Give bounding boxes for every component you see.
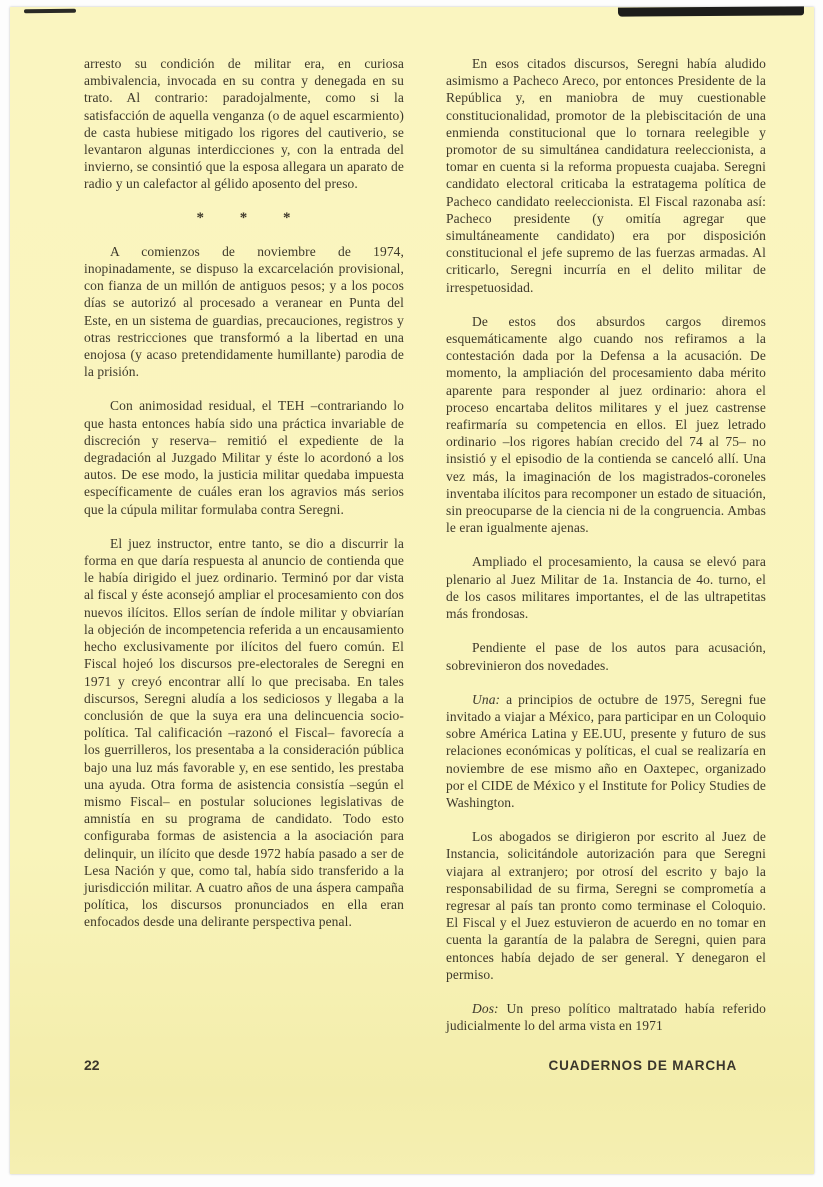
paragraph-lead-una: Una: <box>472 691 501 707</box>
journal-footer: CUADERNOS DE MARCHA <box>548 1058 737 1073</box>
paragraph: A comienzos de noviembre de 1974, inopinadamente, se dispuso la excarcelación provisional, con fianza de un millón de antiguos pesos; y a los pocos días se autorizó al procesado a veranear en Punta del Este, en un sistema de guardias, precauciones, registros y otras restricciones que transformó a la libertad en una enojosa (y acaso pretendidamente humillante) parodia de la prisión. <box>84 243 404 380</box>
scan-edge-artifact-right <box>618 6 804 16</box>
right-column <box>446 55 766 1051</box>
paragraph <box>446 691 766 811</box>
page-number: 22 <box>84 1057 100 1073</box>
paragraph: En esos citados discursos, Seregni había aludido asimismo a Pacheco Areco, por entonces Presidente de la República y, en maniobra de muy cuestionable constitucionalidad, promotor de la plebiscitación de una enmienda constitucional que lo tornara reelegible y promotor de su simultánea candidatura reeleccionista, a tomar en cuenta si la reforma propuesta cuajaba. Seregni candidato electoral criticaba la estratagema política de Pacheco candidato reeleccionista. El Fiscal razonaba así: Pacheco presidente (y omitía agregar que simultáneamente candidato) era por disposición constitucional el jefe supremo de las fuerzas armadas. Al criticarlo, Seregni incurría en el delito militar de irrespetuosidad. <box>446 56 766 295</box>
paragraph-lead-dos: Dos: <box>472 1000 499 1016</box>
paragraph-text: a principios de octubre de 1975, Seregni fue invitado a viajar a México, para participar en un Coloquio sobre América Latina y EE.UU, presente y futuro de sus relaciones económicas y políticas, el cual se realizaría en noviembre de ese mismo año en Oaxtepec, organizado por el CIDE de México y el Institute for Policy Studies de Washington. <box>446 691 766 810</box>
paragraph: De estos dos absurdos cargos diremos esquemáticamente algo cuando nos refiramos a la contestación dada por la Defensa a la acusación. De momento, la ampliación del procesamiento daba mérito aparente para responder al juez ordinario: ahora el proceso encartaba delitos militares y el juez castrense reafirmaría su competencia en ellos. El juez letrado ordinario –los rigores habían crecido del 74 al 75– no insistió y el episodio de la contienda se canceló allí. Una vez más, la imaginación de los magistrados-coroneles inventaba ilícitos para recomponer un estado de situación, sin preocuparse de la ciencia ni de la congruencia. Ambas le eran igualmente ajenas. <box>446 313 766 536</box>
paragraph <box>446 1000 766 1034</box>
left-column <box>84 55 404 948</box>
paragraph: Los abogados se dirigieron por escrito al Juez de Instancia, solicitándole autorización para que Seregni viajara al extranjero; por otrosí del escrito y bajo la responsabilidad de su firma, Seregni se comprometía a regresar al país tan pronto como terminase el Coloquio. El Fiscal y el Juez estuvieron de acuerdo en no tomar en cuenta la garantía de la palabra de Seregni, quien para entonces había dejado de ser general. Y denegaron el permiso. <box>446 829 766 982</box>
asterisk-separator: * * * <box>196 209 292 226</box>
paragraph: arresto su condición de militar era, en curiosa ambivalencia, invocada en su contra y denegada en su trato. Al contrario: paradojalmente, como si la satisfacción de aquella venganza (o de aquel escarmiento) de casta hubiese mitigado los rigores del cautiverio, se levantaron algunas interdicciones y, con la entrada del invierno, se consintió que la esposa allegara un aparato de radio y un calefactor al gélido aposento del preso. <box>84 56 404 192</box>
paragraph: Con animosidad residual, el TEH –contrariando lo que hasta entonces había sido una práctica invariable de discreción y reserva– remitió el expediente de la degradación al Juzgado Militar y éste lo acordonó a los autos. De ese modo, la justicia militar quedaba impuesta específicamente de cuáles eran los agravios más serios que la cúpula militar formulaba contra Seregni. <box>84 398 404 517</box>
paragraph: Pendiente el pase de los autos para acusación, sobrevinieron dos novedades. <box>446 640 766 673</box>
paragraph-text: Un preso político maltratado había referido judicialmente lo del arma vista en 1971 <box>446 1000 766 1034</box>
paragraph: Ampliado el procesamiento, la causa se elevó para plenario al Juez Militar de 1a. Instancia de 4o. turno, el de los casos militares importantes, el de las ultrapetitas más frondosas. <box>446 554 766 622</box>
scan-edge-artifact-left <box>24 9 76 14</box>
paragraph: El juez instructor, entre tanto, se dio a discurrir la forma en que daría respuesta al anuncio de contienda que le había dirigido el juez ordinario. Terminó por dar vista al fiscal y éste aconsejó ampliar el procesamiento con dos nuevos ilícitos. Ellos serían de índole militar y obviarían la objeción de incompetencia referida a un encausamiento hecho exclusivamente por ilícitos del fuero común. El Fiscal hojeó los discursos pre-electorales de Seregni en 1971 y creyó encontrar allí lo que precisaba. En tales discursos, Seregni aludía a los sediciosos y llegaba a la conclusión de que la suya era una delincuencia socio-política. Tal calificación –razonó el Fiscal– favorecía a los guerrilleros, los presentaba a la consideración pública bajo una luz más favorable y, en ese sentido, les prestaba una ayuda. Otra forma de asistencia consistía –según el mismo Fiscal– en postular soluciones legislativas de amnistía en su programa de candidato. Todo esto configuraba formas de asistencia a la asociación para delinquir, un ilícito que desde 1972 había pasado a ser de Lesa Nación y que, como tal, había sido transferido a la jurisdicción militar. A cuatro años de una áspera campaña política, los discursos pronunciados en ella eran enfocados desde una delirante perspectiva penal. <box>84 535 404 930</box>
